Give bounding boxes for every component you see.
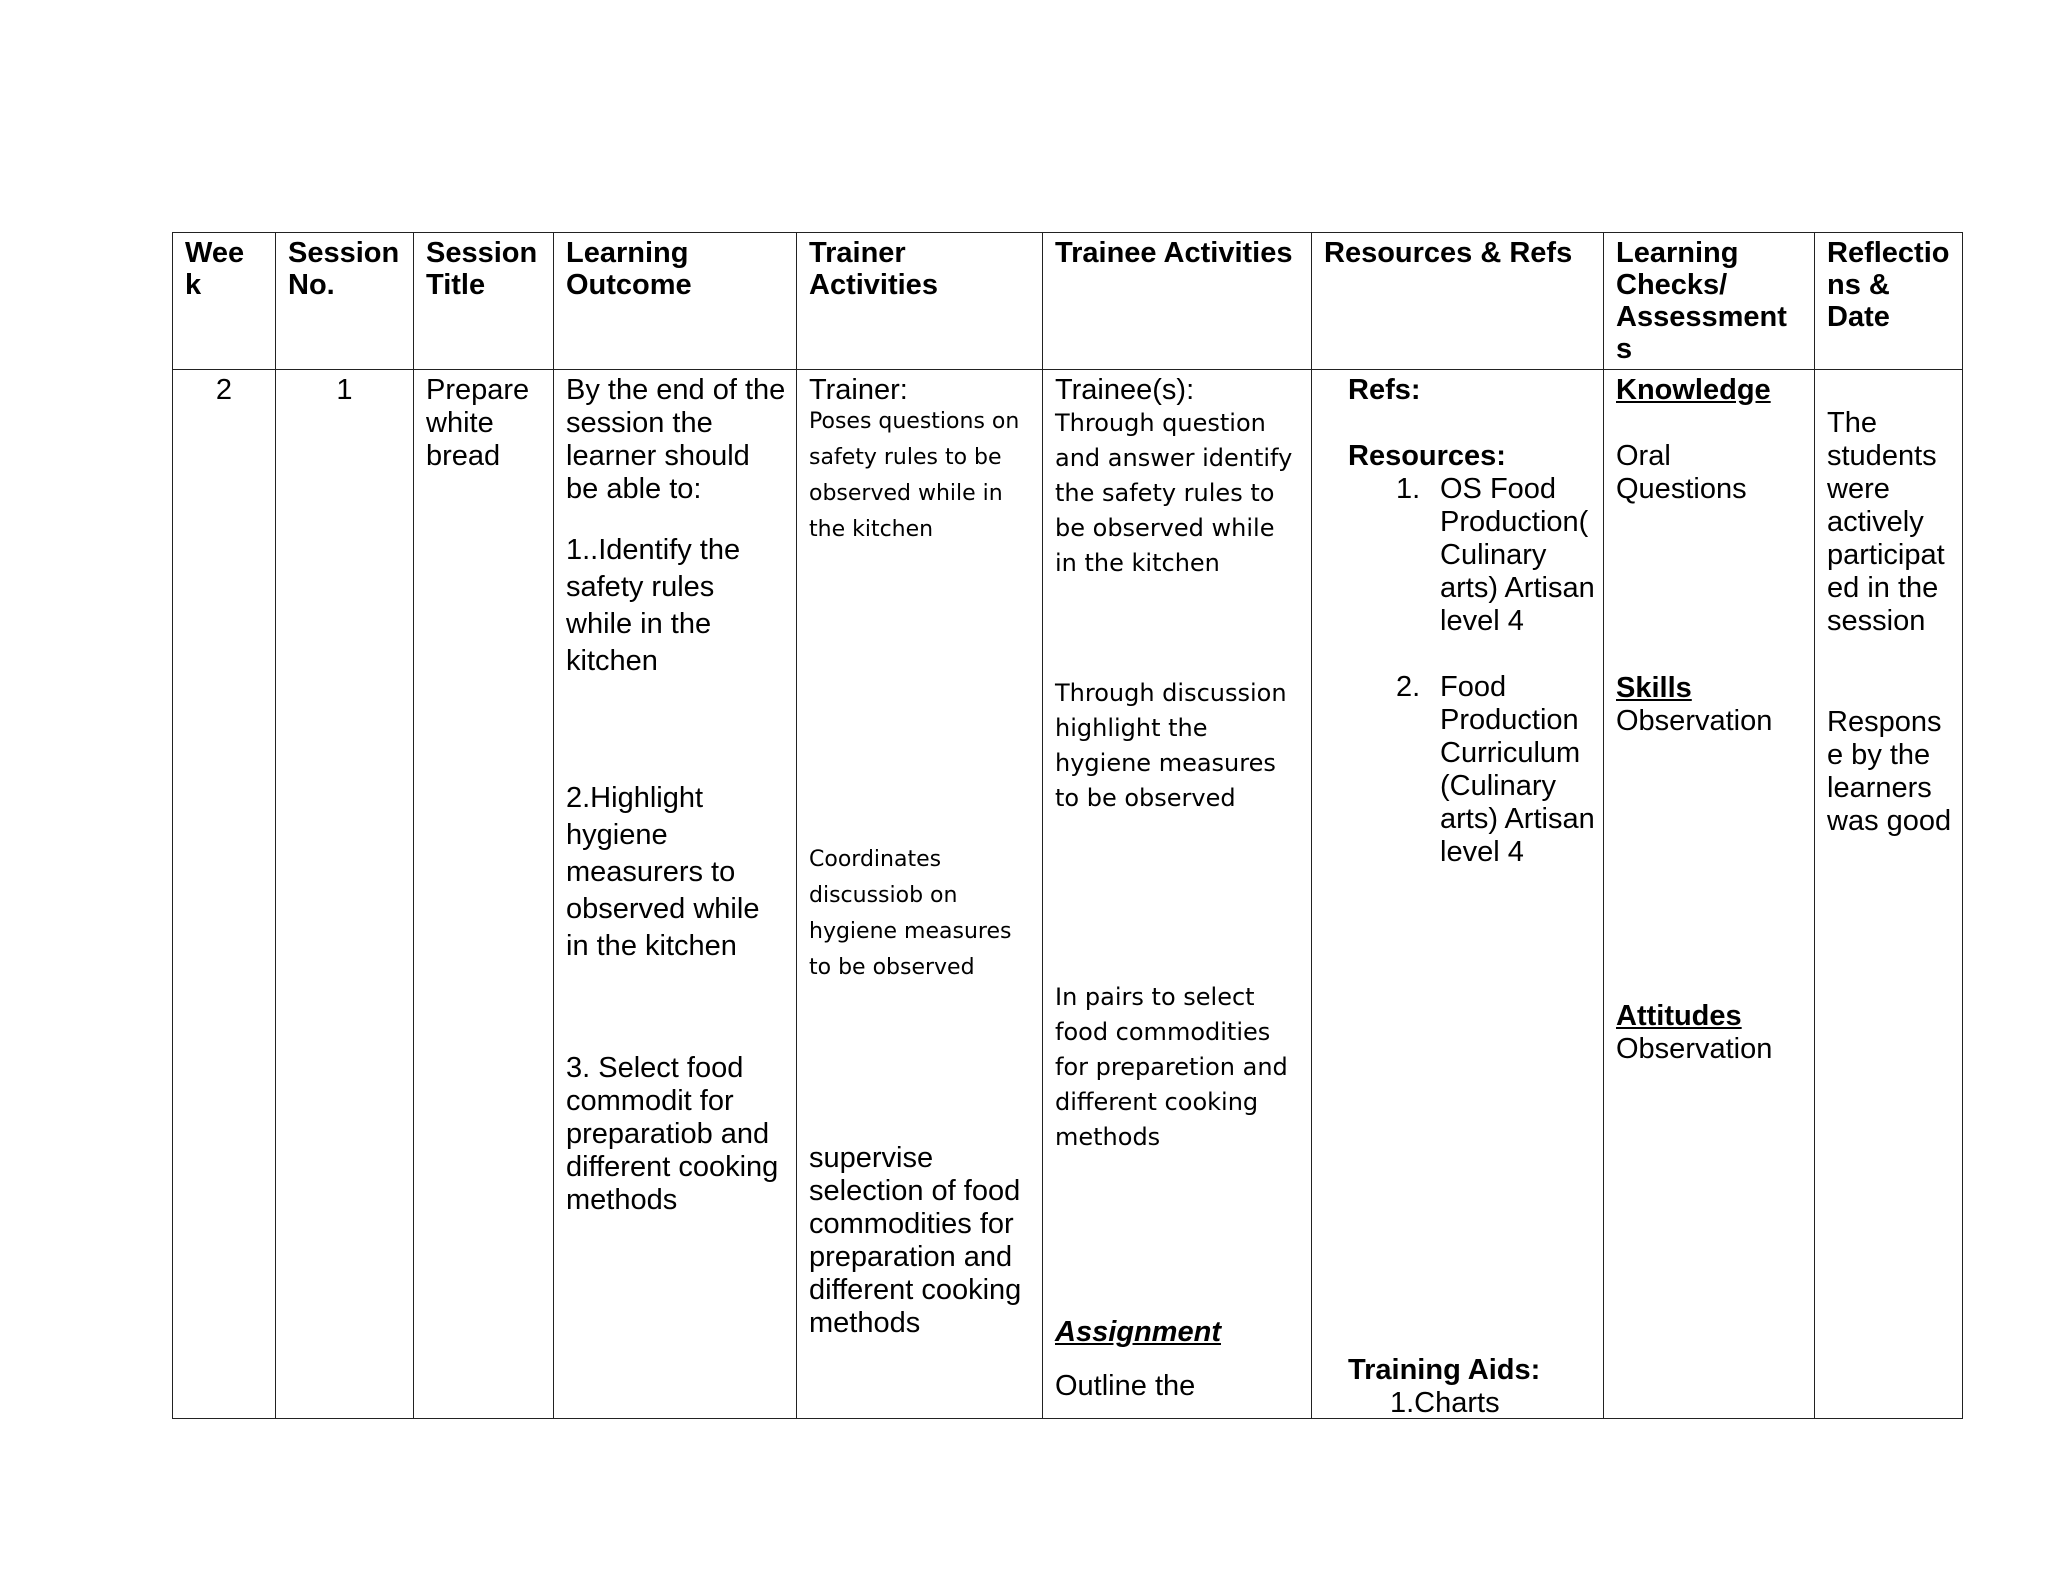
assignment-wrap <box>1055 1316 1303 1349</box>
resource-item-1-number: 1. <box>1396 473 1421 505</box>
trainer-activity-1: Poses questions on safety rules to be observed while in the kitchen <box>809 409 1020 542</box>
outcome-item-3: 3. Select food commodit for preparatiob and different cooking methods <box>566 1052 779 1216</box>
trainee-activity-2: Through discussion highlight the hygiene measures to be observed <box>1055 679 1287 812</box>
cell-week <box>173 370 276 1419</box>
assignment-text: Outline the <box>1055 1370 1196 1402</box>
header-session-title: Session Title <box>414 233 554 370</box>
session-plan-table <box>172 232 1963 1419</box>
resource-item-2-number: 2. <box>1396 671 1421 703</box>
cell-trainer-activities <box>797 370 1043 1419</box>
trainee-heading: Trainee(s): <box>1055 374 1195 406</box>
header-trainee-activities: Trainee Activities <box>1043 233 1312 370</box>
knowledge-wrap <box>1616 374 1806 407</box>
header-week: Wee k <box>173 233 276 370</box>
training-aids-item-1: 1.Charts <box>1390 1387 1500 1419</box>
trainee-activity-1: Through question and answer identify the safety rules to be observed while in the kitchen <box>1055 409 1293 577</box>
reflection-2: Respons e by the learners was good <box>1827 706 1952 837</box>
trainer-activity-3: supervise selection of food commodities for preparation and different cooking methods <box>809 1142 1022 1339</box>
outcome-item-2: 2.Highlight hygiene measurers to observed while in the kitchen <box>566 782 760 962</box>
resource-item-1-text: OS Food Production( Culinary arts) Artisan level 4 <box>1440 473 1595 637</box>
cell-reflections <box>1815 370 1963 1419</box>
session-title-value: Prepare white bread <box>426 374 530 472</box>
session-no-value: 1 <box>336 374 353 406</box>
week-value: 2 <box>215 374 233 406</box>
cell-session-no <box>276 370 414 1419</box>
header-learning-checks: Learning Checks/ Assessment s <box>1604 233 1815 370</box>
knowledge-label: Knowledge <box>1616 374 1771 406</box>
outcome-item-1: 1..Identify the safety rules while in the kitchen <box>566 534 741 677</box>
assignment-label: Assignment <box>1055 1316 1221 1348</box>
resources-label: Resources: <box>1348 440 1506 472</box>
resource-item-2 <box>1348 671 1595 869</box>
cell-learning-outcome <box>554 370 797 1419</box>
table-row <box>173 370 1963 1419</box>
header-session-no: Session No. <box>276 233 414 370</box>
cell-resources-refs <box>1312 370 1604 1419</box>
header-row <box>173 233 1963 370</box>
trainer-activity-2: Coordinates discussiob on hygiene measures to be observed <box>809 847 1012 980</box>
header-resources-refs: Resources & Refs <box>1312 233 1604 370</box>
refs-label: Refs: <box>1348 374 1421 406</box>
skills-label: Skills <box>1616 672 1692 704</box>
trainer-heading: Trainer: <box>809 374 908 406</box>
resources-list <box>1348 473 1595 869</box>
cell-session-title <box>414 370 554 1419</box>
header-learning-outcome: Learning Outcome <box>554 233 797 370</box>
skills-value: Observation <box>1616 705 1773 737</box>
training-aids-label: Training Aids: <box>1348 1354 1541 1386</box>
cell-trainee-activities <box>1043 370 1312 1419</box>
resource-item-2-text: Food Production Curriculum (Culinary arts) Artisan level 4 <box>1440 671 1595 868</box>
skills-wrap <box>1616 672 1806 705</box>
header-trainer-activities: Trainer Activities <box>797 233 1043 370</box>
outcome-intro: By the end of the session the learner should be able to: <box>566 374 786 505</box>
trainee-activity-3: In pairs to select food commodities for preparetion and different cooking methods <box>1055 983 1288 1151</box>
resource-item-1 <box>1348 473 1595 638</box>
attitudes-wrap <box>1616 1000 1806 1033</box>
attitudes-value: Observation <box>1616 1033 1773 1065</box>
header-reflections: Reflectio ns & Date <box>1815 233 1963 370</box>
reflection-1: The students were actively participat ed in the session <box>1827 407 1945 637</box>
attitudes-label: Attitudes <box>1616 1000 1742 1032</box>
cell-learning-checks <box>1604 370 1815 1419</box>
knowledge-value: Oral Questions <box>1616 440 1747 505</box>
